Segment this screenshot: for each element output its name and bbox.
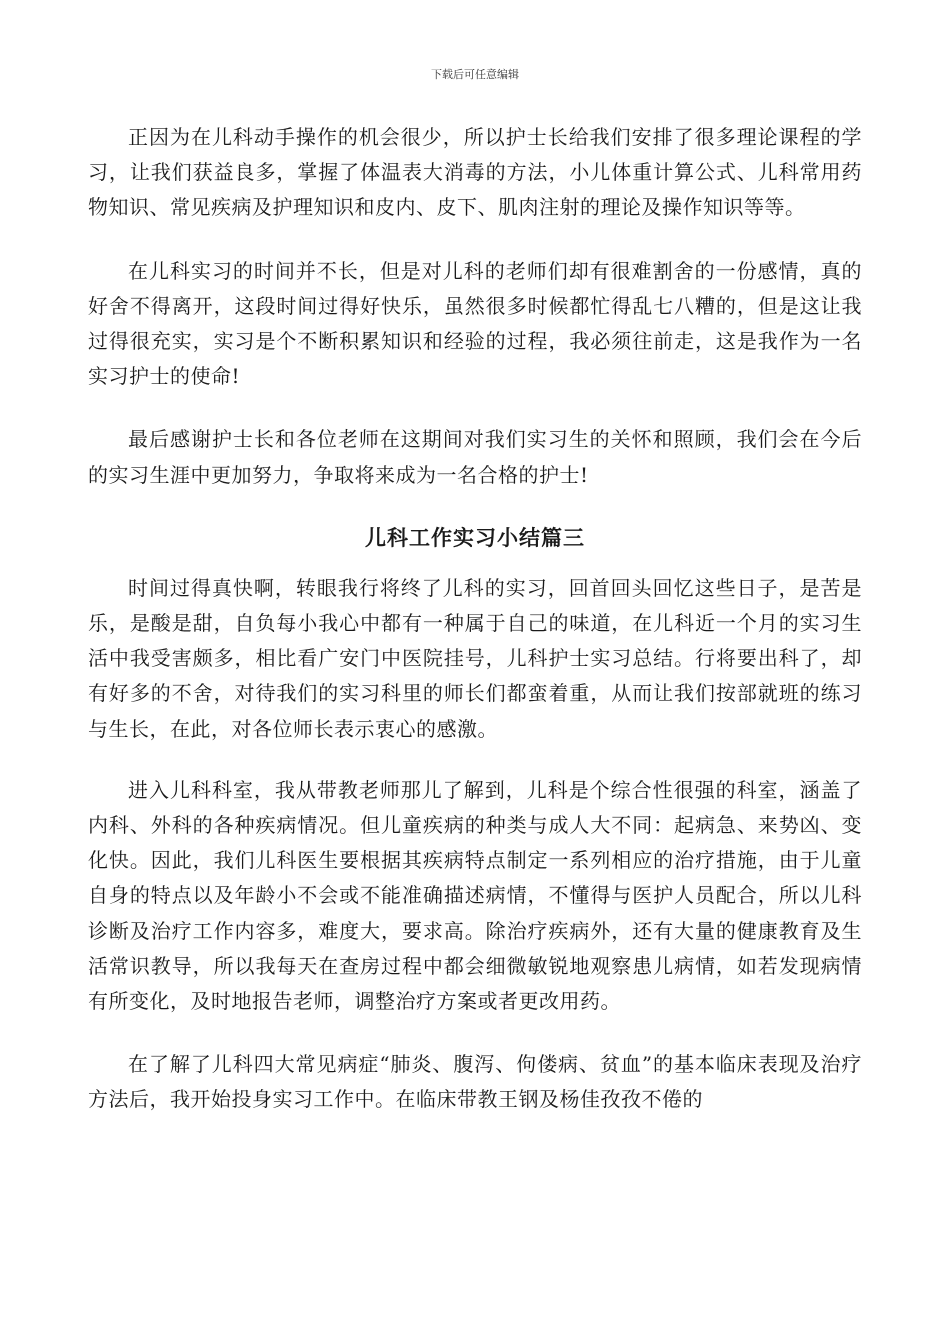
paragraph-thanks: 最后感谢护士长和各位老师在这期间对我们实习生的关怀和照顾，我们会在今后的实习生涯中更加努力，争取将来成为一名合格的护士! (88, 427, 862, 487)
section-title: 儿科工作实习小结篇三 (365, 524, 585, 550)
document-body (88, 120, 862, 1118)
header-note: 下载后可任意编辑 (431, 68, 519, 81)
paragraph-feelings: 在儿科实习的时间并不长，但是对儿科的老师们却有很难割舍的一份感情，真的好舍不得离开，这段时间过得好快乐，虽然很多时候都忙得乱七八糟的，但是这让我过得很充实，实习是个不断积累知识和经验的过程，我必须往前走，这是我作为一名实习护士的使命! (88, 258, 862, 389)
paragraph-time-flies: 时间过得真快啊，转眼我行将终了儿科的实习，回首回头回忆这些日子，是苦是乐，是酸是甜，自负每小我心中都有一种属于自己的味道，在儿科近一个月的实习生活中我受害颇多，相比看广安门中医院挂号，儿科护士实习总结。行将要出科了，却有好多的不舍，对待我们的实习科里的师长们都蛮着重，从而让我们按部就班的练习与生长，在此，对各位师长表示衷心的感激。 (88, 575, 862, 741)
paragraph-theory-courses: 正因为在儿科动手操作的机会很少，所以护士长给我们安排了很多理论课程的学习，让我们获益良多，掌握了体温表大消毒的方法，小儿体重计算公式、儿科常用药物知识、常见疾病及护理知识和皮内、皮下、肌肉注射的理论及操作知识等等。 (88, 125, 862, 220)
paragraph-common-diseases: 在了解了儿科四大常见病症“肺炎、腹泻、佝偻病、贫血”的基本临床表现及治疗方法后，我开始投身实习工作中。在临床带教王钢及杨佳孜孜不倦的 (88, 1052, 862, 1112)
paragraph-department-intro: 进入儿科科室，我从带教老师那儿了解到，儿科是个综合性很强的科室，涵盖了内科、外科的各种疾病情况。但儿童疾病的种类与成人大不同：起病急、来势凶、变化快。因此，我们儿科医生要根据其疾病特点制定一系列相应的治疗措施，由于儿童自身的特点以及年龄小不会或不能准确描述病情，不懂得与医护人员配合，所以儿科诊断及治疗工作内容多，难度大，要求高。除治疗疾病外，还有大量的健康教育及生活常识教导，所以我每天在查房过程中都会细微敏锐地观察患儿病情，如若发现病情有所变化，及时地报告老师，调整治疗方案或者更改用药。 (88, 777, 862, 1014)
